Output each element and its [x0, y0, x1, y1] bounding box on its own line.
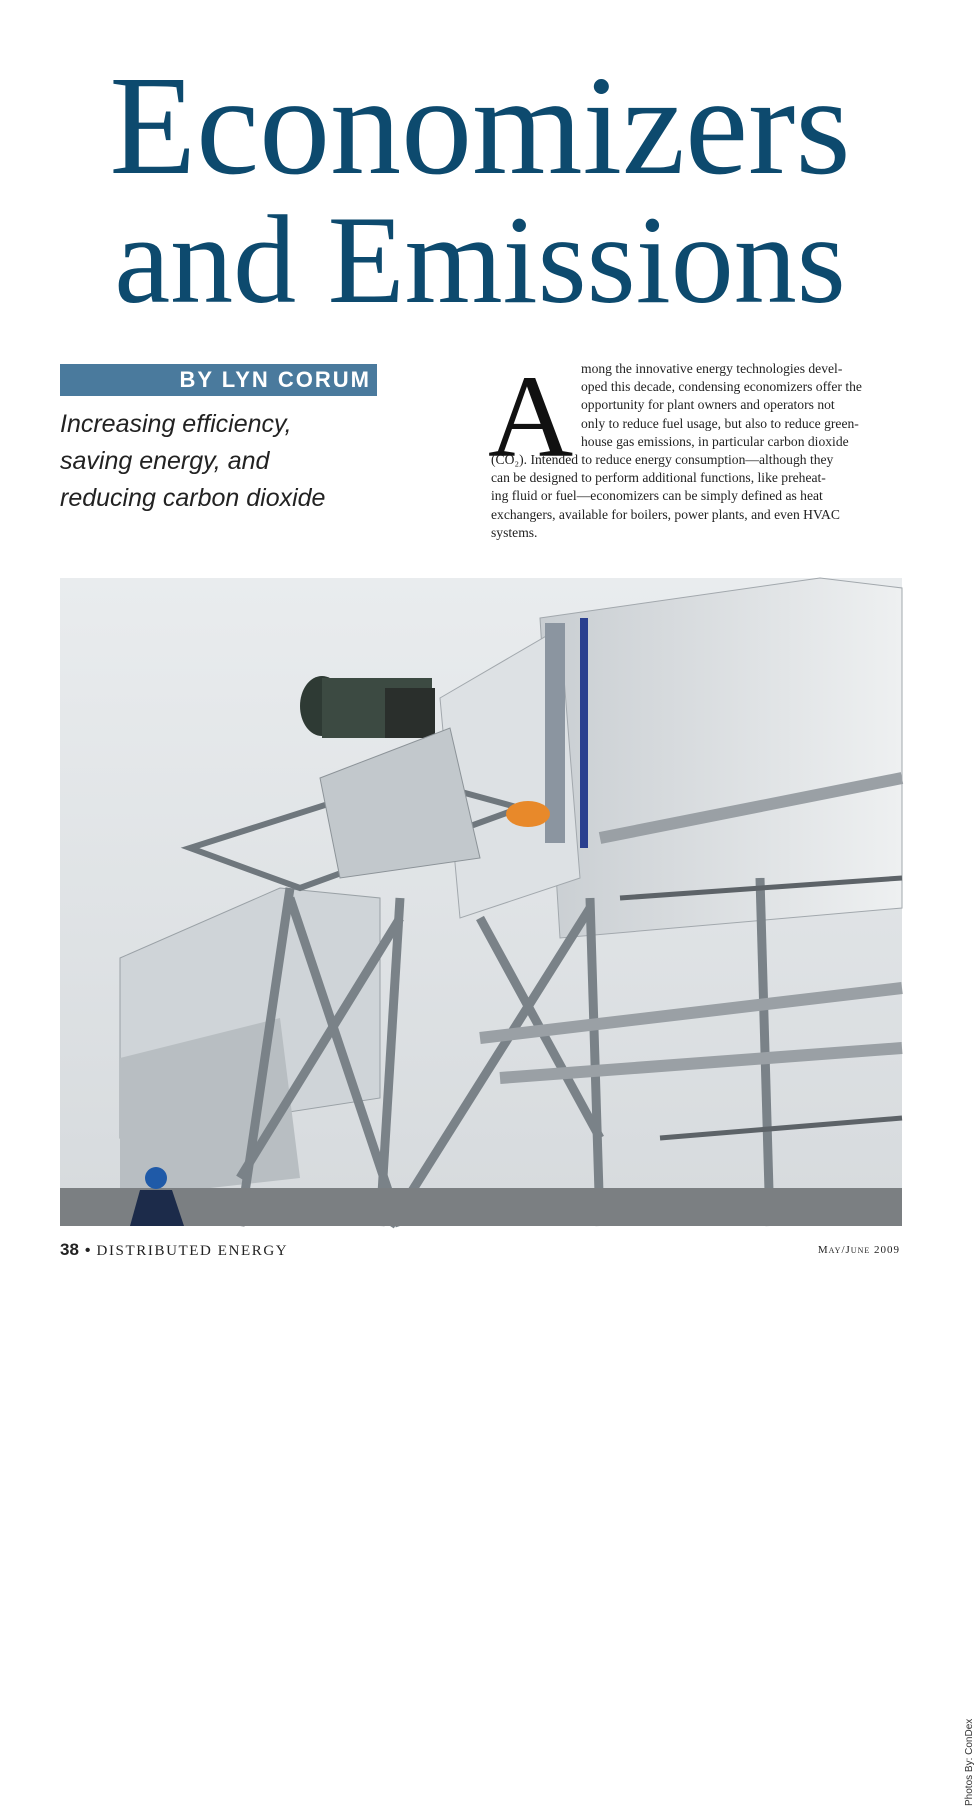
byline-bar	[60, 364, 377, 396]
subtitle-line: reducing carbon dioxide	[60, 484, 326, 512]
subtitle-line: saving energy, and	[60, 447, 270, 475]
body-line: opportunity for plant owners and operators not	[581, 397, 835, 413]
subtitle	[60, 406, 390, 517]
article-title-line-1: Economizers	[109, 46, 851, 204]
article-title-line-2: and Emissions	[114, 191, 846, 330]
intro-paragraph-indented	[581, 360, 862, 451]
page-number: 38	[60, 1240, 79, 1259]
body-line: ing fluid or fuel—economizers can be simply defined as heat	[491, 488, 823, 504]
byline: BY LYN CORUM	[179, 367, 371, 392]
footer-bullet: •	[84, 1242, 91, 1259]
body-line: can be designed to perform additional functions, like preheat-	[491, 470, 826, 486]
body-line: mong the innovative energy technologies devel-	[581, 361, 843, 376]
publication-name: DISTRIBUTED ENERGY	[96, 1243, 289, 1259]
body-line: house gas emissions, in particular carbon dioxide	[581, 433, 849, 449]
intro-paragraph-full	[491, 451, 840, 542]
economizer-illustration	[60, 578, 902, 1226]
body-line: only to reduce fuel usage, but also to reduce green-	[581, 415, 859, 431]
body-line: oped this decade, condensing economizers offer the	[581, 379, 862, 395]
body-line: exchangers, available for boilers, power plants, and even HVAC	[491, 506, 840, 522]
body-line: systems.	[491, 524, 538, 540]
photo-credit: Photos By: ConDex	[964, 1718, 975, 1806]
footer-left	[60, 1240, 288, 1260]
issue-date: May/June 2009	[817, 1244, 900, 1256]
subtitle-line: Increasing efficiency,	[60, 410, 292, 438]
body-line: (CO₂). Intended to reduce energy consumption—although they	[491, 452, 834, 467]
drop-cap: A	[488, 351, 574, 482]
